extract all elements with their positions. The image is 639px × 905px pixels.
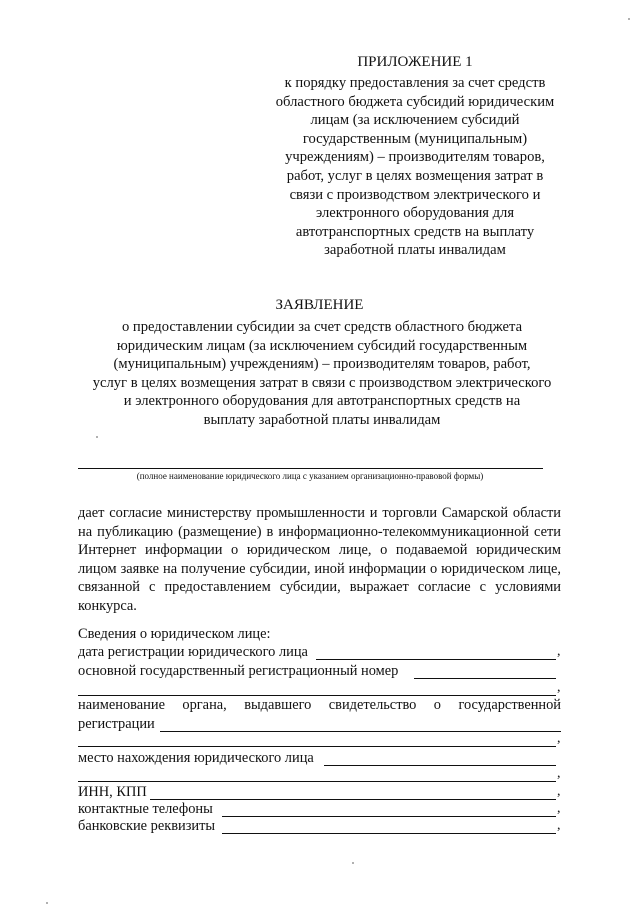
scan-speck	[46, 902, 48, 904]
statement-line: выплату заработной платы инвалидам	[203, 411, 441, 428]
location-comma: ,	[557, 766, 561, 781]
scan-speck	[96, 436, 98, 438]
appendix-line: к порядку предоставления за счет средств	[284, 75, 546, 91]
appendix-line: областного бюджета субсидий юридическим	[275, 93, 555, 110]
statement-line: и электронного оборудования для автотранспортных средств на	[123, 393, 521, 410]
phones-comma: ,	[557, 801, 561, 816]
appendix-title: ПРИЛОЖЕНИЕ 1	[357, 54, 473, 70]
info-heading: Сведения о юридическом лице:	[78, 626, 271, 642]
organization-name-note: (полное наименование юридического лица с указанием организационно-правовой формы)	[136, 471, 484, 481]
phones-label: контактные телефоны	[78, 801, 213, 817]
appendix-line: работ, услуг в целях возмещения затрат в	[286, 167, 544, 184]
reg-date-comma: ,	[557, 644, 561, 659]
statement-line: (муниципальным) учреждениям) – производителям товаров, работ,	[113, 356, 531, 373]
issuer-field-continued[interactable]	[78, 746, 556, 747]
scan-speck	[352, 862, 354, 864]
ogrn-label: основной государственный регистрационный номер	[78, 663, 399, 679]
location-field[interactable]	[324, 765, 556, 766]
organization-name-line[interactable]	[78, 468, 543, 469]
appendix-text	[250, 74, 580, 260]
consent-paragraph: дает согласие министерству промышленности и торговли Самарской области на публикацию (размещение) в информационно-телекоммуникационной сети Интернет информации о юридическом лице, о подаваемой юридическим лицом заявке на получение субсидии, иной информации о юридическом лице, связанной с предоставлением субсидии, выражает согласие с условиями конкурса.	[78, 505, 561, 614]
appendix-line: автотранспортных средств на выплату	[295, 223, 535, 240]
statement-line: юридическим лицам (за исключением субсидий государственным	[116, 337, 528, 354]
location-label: место нахождения юридического лица	[78, 750, 314, 766]
inn-field[interactable]	[150, 799, 556, 800]
reg-date-label: дата регистрации юридического лица	[78, 644, 308, 660]
appendix-line: связи с производством электрического и	[289, 186, 541, 203]
issuer-label-line1: наименование органа, выдавшего свидетельство о государственной	[78, 697, 561, 713]
statement-line: услуг в целях возмещения затрат в связи с производством электрического	[92, 374, 552, 391]
location-field-continued[interactable]	[78, 781, 556, 782]
issuer-label-line2: регистрации	[78, 716, 155, 732]
appendix-line: учреждениям) – производителям товаров,	[285, 149, 545, 166]
reg-date-field[interactable]	[316, 659, 556, 660]
phones-field[interactable]	[222, 816, 556, 817]
bank-label: банковские реквизиты	[78, 818, 216, 834]
appendix-line: электронного оборудования для	[315, 205, 515, 222]
statement-line: о предоставлении субсидии за счет средств областного бюджета	[121, 319, 523, 335]
appendix-line: заработной платы инвалидам	[324, 242, 506, 259]
statement-text	[62, 318, 582, 430]
statement-title: ЗАЯВЛЕНИЕ	[275, 297, 364, 313]
issuer-field[interactable]	[160, 731, 561, 732]
ogrn-field-continued[interactable]	[78, 695, 556, 696]
bank-comma: ,	[557, 818, 561, 833]
inn-comma: ,	[557, 784, 561, 799]
issuer-comma: ,	[557, 731, 561, 746]
appendix-line: государственным (муниципальным)	[302, 130, 528, 147]
appendix-line: лицам (за исключением субсидий	[310, 112, 520, 129]
inn-label: ИНН, КПП	[78, 784, 147, 800]
scan-speck	[628, 18, 630, 20]
bank-field[interactable]	[222, 833, 556, 834]
ogrn-comma: ,	[557, 680, 561, 695]
ogrn-field[interactable]	[414, 678, 556, 679]
